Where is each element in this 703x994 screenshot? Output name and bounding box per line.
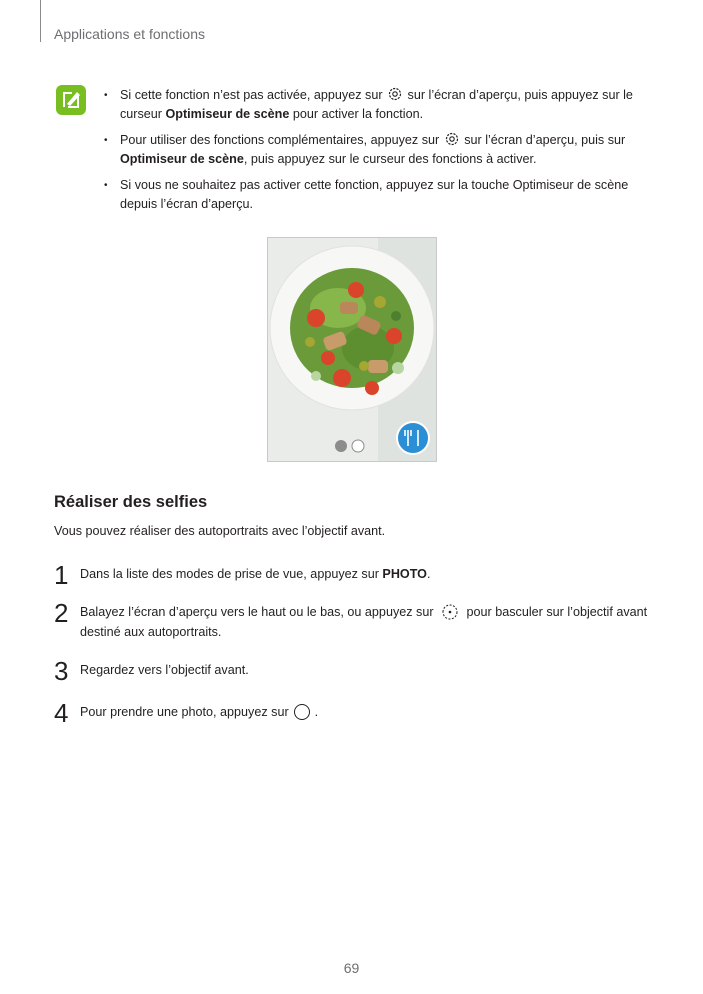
header-title: Applications et fonctions bbox=[54, 26, 205, 42]
step-number: 1 bbox=[54, 560, 69, 590]
shutter-icon bbox=[292, 703, 312, 721]
section-title: Réaliser des selfies bbox=[54, 493, 208, 511]
bullet-bold-text: Optimiseur de scène bbox=[120, 152, 244, 166]
step-text: Dans la liste des modes de prise de vue, appuyez sur bbox=[80, 567, 379, 581]
food-preview-screenshot bbox=[267, 237, 437, 462]
bullet-text: pour activer la fonction. bbox=[292, 107, 424, 121]
note-bullet bbox=[104, 86, 664, 124]
step-text: Pour prendre une photo, appuyez sur bbox=[80, 705, 289, 719]
bullet-text: sur l’écran d’aperçu, puis sur bbox=[464, 133, 626, 147]
step-text: . bbox=[314, 705, 319, 719]
bullet-text: sur l’écran d’aperçu, puis appuyez sur le curseur bbox=[120, 88, 633, 121]
gear-icon bbox=[444, 131, 460, 147]
page-number: 69 bbox=[343, 960, 360, 976]
salad-photo bbox=[268, 238, 436, 461]
step-text: Balayez l’écran d’aperçu vers le haut ou le bas, ou appuyez sur bbox=[80, 605, 434, 619]
step-text: Regardez vers l’objectif avant. bbox=[80, 663, 249, 677]
step-text: . bbox=[426, 567, 431, 581]
step-bold-text: PHOTO bbox=[382, 567, 427, 581]
bullet-dot: • bbox=[104, 135, 108, 146]
switch-camera-icon bbox=[440, 603, 460, 621]
note-bullet bbox=[104, 131, 664, 169]
step-number: 2 bbox=[54, 598, 69, 628]
section-intro: Vous pouvez réaliser des autoportraits avec l’objectif avant. bbox=[54, 524, 386, 538]
step-text: pour basculer sur l’objectif avant destiné aux autoportraits. bbox=[80, 605, 648, 639]
bullet-dot: • bbox=[104, 90, 108, 101]
gear-icon bbox=[387, 86, 403, 102]
step-number: 3 bbox=[54, 656, 69, 686]
bullet-dot: • bbox=[104, 180, 108, 191]
bullet-text: Si vous ne souhaitez pas activer cette fonction, appuyez sur la touche Optimiseur de scène depuis l’écran d’aperçu. bbox=[120, 178, 629, 211]
note-pen-icon bbox=[55, 84, 87, 116]
bullet-text: Si cette fonction n’est pas activée, appuyez sur bbox=[120, 88, 383, 102]
step-number: 4 bbox=[54, 698, 69, 728]
scene-optimizer-button[interactable] bbox=[397, 422, 429, 454]
note-bullet-list bbox=[104, 86, 664, 221]
bullet-text: , puis appuyez sur le curseur des fonctions à activer. bbox=[243, 152, 537, 166]
header-rule bbox=[40, 0, 41, 42]
bullet-text: Pour utiliser des fonctions complémentaires, appuyez sur bbox=[120, 133, 440, 147]
bullet-bold-text: Optimiseur de scène bbox=[165, 107, 290, 121]
note-bullet bbox=[104, 176, 664, 214]
